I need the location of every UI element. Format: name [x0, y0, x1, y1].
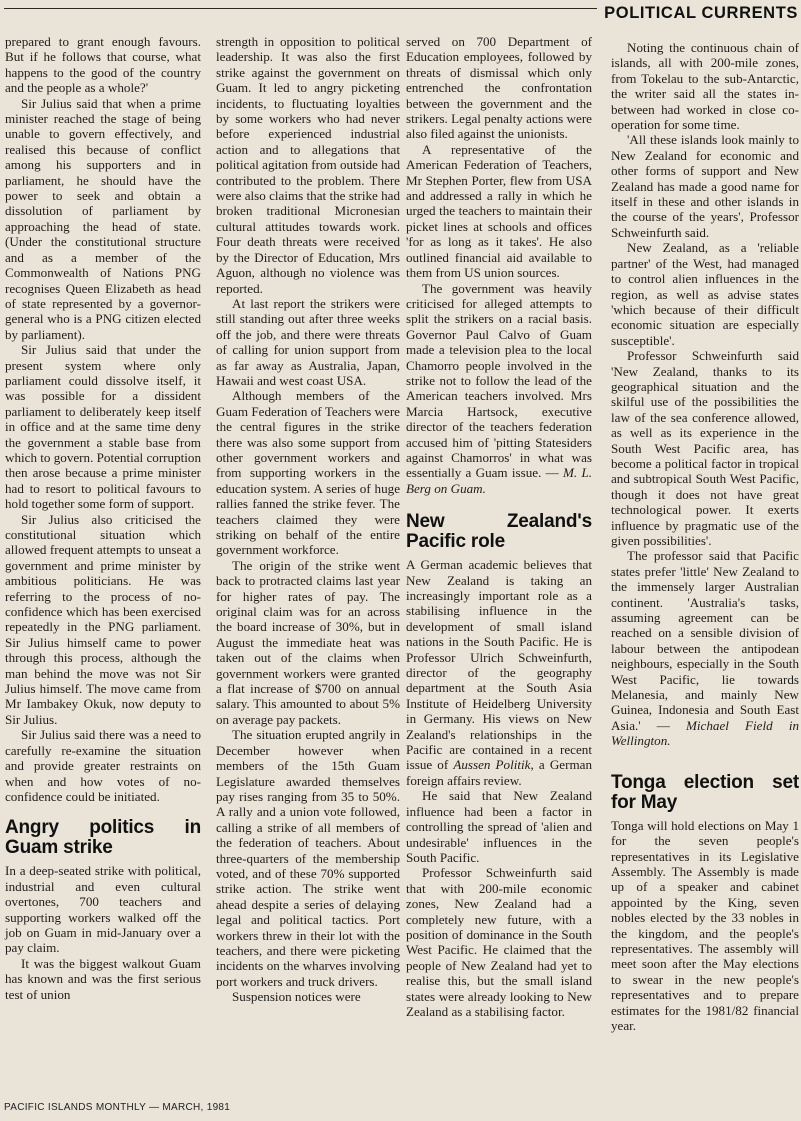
paragraph-text: The government was heavily criticised for alleged attempts to split the strikers on a racial basis. Governor Paul Calvo of Guam made a television plea to the local Chamorro people involved in the strike not to follow the lead of the American teachers involved. Mrs Marcia Hartsock, executive director of the teachers federation accused him of 'pitting Statesiders against Chamorros' in what was essentially a Guam issue. — [406, 280, 592, 481]
paragraph: In a deep-seated strike with political, industrial and even cultural overtones, 700 teachers and supporting workers walked off the job on Guam in mid-January over a pay claim. [5, 863, 201, 956]
headline-new-zealand: New Zealand's Pacific role [406, 511, 592, 553]
paragraph: Suspension notices were [232, 989, 361, 1005]
column-3 [406, 34, 592, 1019]
paragraph: prepared to grant enough favours. But if he follows that course, what happens to the good of the country and the people as a whole?' [5, 34, 201, 96]
column-4 [611, 40, 799, 1033]
headline-tonga-election: Tonga election set for May [611, 771, 799, 813]
paragraph: served on 700 Department of Education employees, followed by threats of dismissal which only entrenched the confrontation between the government and the strikers. Legal penalty actions were also filed against the unionists. [406, 34, 592, 142]
paragraph: Professor Schweinfurth said 'New Zealand, thanks to its geographical situation and the skilful use of the possibilities the law of the sea conference allowed, as well as its experience in the South West Pacific area, has become a political factor in tropical and subtropical South West Pacific, though it does not have great technological power. It exerts influence by pragmatic use of the given possibilities'. [611, 348, 799, 548]
column-1 [5, 34, 201, 1002]
byline: Michael Field in Wellington. [611, 717, 799, 749]
paragraph-text: A German academic believes that New Zealand is taking an increasingly important role as a stabilising influence in the development of small island nations in the South Pacific. He is Professor Ulrich Schweinfurth, director of the geography department at the South Asia Institute of Heidelberg University in Germany. His views on New Zealand's relationships in the Pacific are contained in a recent issue of [406, 557, 592, 773]
paragraph [406, 281, 592, 497]
paragraph: Sir Julius said there was a need to carefully re-examine the situation and provide greater restraints on when and how votes of no-confidence could be initiated. [5, 727, 201, 804]
column-2 [216, 34, 400, 1005]
paragraph: New Zealand, as a 'reliable partner' of the West, had managed to control alien influences in the region, as well as advise states 'which because of their difficult economic situation are especially susceptible'. [611, 240, 799, 348]
paragraph: Sir Julius said that when a prime minister reached the stage of being unable to govern effectively, and realised this because of conflict among his supporters and in parliament, he should have the power to seek and obtain a dissolution of parliament by approaching the head of state. (Under the constitutional structure and as a member of the Commonwealth of Nations PNG recognises Queen Elizabeth as head of state represented by a governor-general who is a PNG citizen elected by parliament). [5, 95, 201, 342]
paragraph [406, 557, 592, 788]
page-footer: PACIFIC ISLANDS MONTHLY — MARCH, 1981 [4, 1102, 231, 1113]
paragraph: 'All these islands look mainly to New Zealand for economic and other forms of support and New Zealand has made a good name for itself in these and other islands in the course of the years', Professor Schweinfurth said. [611, 132, 799, 240]
paragraph: The situation erupted angrily in December however when members of the 15th Guam Legislature awarded themselves pay rises ranging from 35 to 50%. A rally and a union vote followed, calling a strike of all members of the federation of teachers. About three-quarters of the membership voted, and of these 70% supported strike action. The strike went ahead despite a series of delaying legal and political tactics. Port workers threw in their lot with the teachers, and there were picketing incidents on the wharves involving port workers and truck drivers. [216, 727, 400, 989]
header-rule [4, 8, 597, 9]
paragraph: It was the biggest walkout Guam has known and was the first serious test of union [5, 955, 201, 1002]
paragraph: Although members of the Guam Federation of Teachers were the central figures in the strike there was also some support from other government workers and from supporting workers in the education system. A series of huge rallies fanned the strike fever. The teachers claimed they were striking on behalf of the entire government workforce. [216, 388, 400, 558]
paragraph: Sir Julius also criticised the constitutional situation which allowed frequent attempts to unseat a government and prime minister by ambitious politicians. He was referring to the process of no-confidence which has been exercised repeatedly in the PNG parliament. Sir Julius himself came to power through this process, although the man behind the move was not Sir Julius himself. The move came from Mr Iambakey Okuk, now deputy to Sir Julius. [5, 511, 201, 727]
paragraph: Professor Schweinfurth said that with 200-mile economic zones, New Zealand had a completely new future, with a position of dominance in the South West Pacific. He claimed that the people of New Zealand had yet to realise this, but the small island states were already looking to New Zealand as a stabilising factor. [406, 865, 592, 1019]
paragraph: Tonga will hold elections on May 1 for the seven people's representatives in its Legislative Assembly. The Assembly is made up of a speaker and cabinet appointed by the King, seven nobles elected by the 33 nobles in the kingdom, and the people's representatives. The assembly will meet soon after the May elections to swear in the new people's representatives and to prepare estimates for the 1981/82 financial year. [611, 817, 799, 1033]
paragraph: The origin of the strike went back to protracted claims last year for higher rates of pay. The original claim was for an across the board increase of 30%, but in August the immediate heat was taken out of the claims when government workers were granted a flat increase of $700 on annual salary. This amounted to about 5% on average pay packets. [216, 557, 400, 727]
paragraph: He said that New Zealand influence had been a factor in controlling the spread of 'alien and undesirable' influences in the South Pacific. [406, 788, 592, 865]
paragraph: strength in opposition to political leadership. It was also the first strike against the government on Guam. It led to angry picketing incidents, to fluctuating loyalties by some workers who had never before experienced industrial action and to allegations that political agitation from outside had contributed to the problem. There were also claims that the strike had broken traditional Micronesian cultural attitudes towards work. Four death threats were received by the Director of Education, Mrs Aguon, although no violence was reported. [216, 34, 400, 296]
section-title: POLITICAL CURRENTS [604, 4, 798, 22]
headline-guam-strike: Angry politics in Guam strike [5, 817, 201, 859]
publication-name: Aussen Politik [453, 757, 531, 773]
paragraph: At last report the strikers were still standing out after three weeks off the job, and there were threats of calling for union support from as far away as Australia, Japan, Hawaii and west coast USA. [216, 295, 400, 388]
byline: M. L. Berg on Guam. [406, 465, 593, 496]
paragraph: A representative of the American Federation of Teachers, Mr Stephen Porter, flew from USA and addressed a rally in which he urged the teachers to maintain their picket lines at schools and offices 'for as long as it takes'. He also outlined financial aid available to them from US union sources. [406, 141, 592, 281]
paragraph: Sir Julius said that under the present system where only parliament could dissolve itself, it was possible for a dissident parliament to deliberately keep itself in office and at the same time deny the government a stable base from which to govern. Potential corruption then arose because a prime minister had to resort to political favours to hold together some form of support. [5, 342, 202, 512]
paragraph: Noting the continuous chain of islands, all with 200-mile zones, from Tokelau to the sub-Antarctic, the writer said all the states in-between had worked in close co-operation for some time. [611, 40, 799, 133]
paragraph-text: The professor said that Pacific states prefer 'little' New Zealand to the immensely larger Australian continent. 'Australia's tasks, assuming agreement can be reached on a sensible division of labour between the antipodean neighbours, especially in the South West Pacific, lie towards Melanesia, and mainly New Guinea, Indonesia and South East Asia.' — [611, 548, 799, 733]
paragraph [611, 548, 799, 748]
paragraph-text: , a German foreign affairs review. [406, 757, 592, 788]
